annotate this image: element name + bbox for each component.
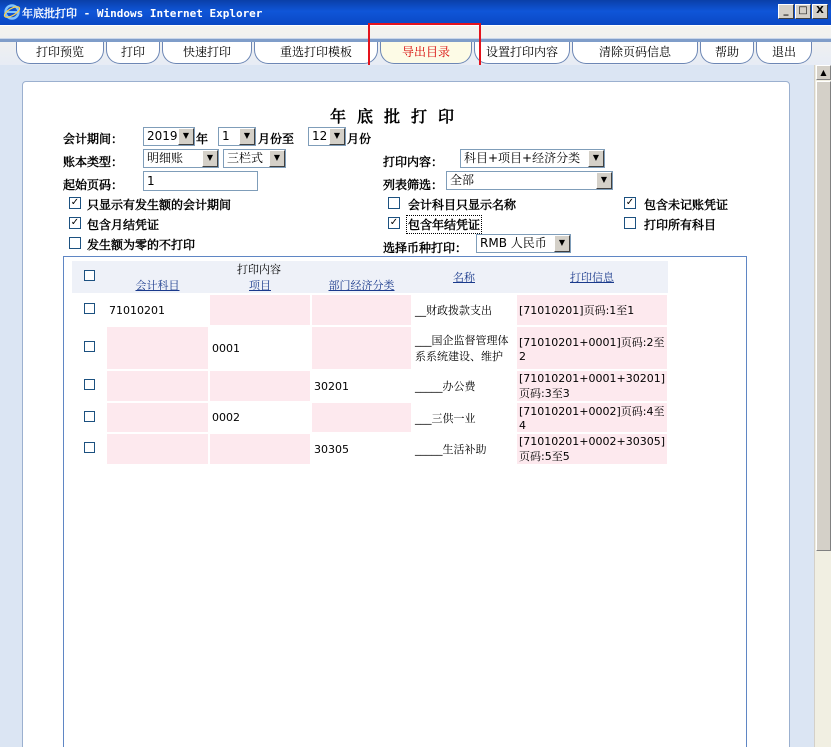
tab-reselect-template[interactable]: 重选打印模板: [254, 42, 378, 64]
period-label: 会计期间：: [63, 132, 124, 146]
option-subject-name-only: 会计科目只显示名称: [408, 198, 517, 212]
cell-project: [209, 294, 311, 326]
row-checkbox-cell: [72, 402, 106, 433]
checkbox-skip-zero[interactable]: [69, 237, 81, 249]
currency-label: 选择币种打印：: [383, 241, 468, 255]
cell-subject: [106, 433, 209, 465]
table-row[interactable]: [72, 370, 668, 402]
start-page-label: 起始页码：: [63, 178, 124, 192]
cell-project: 0002: [209, 402, 311, 433]
checkbox-monthly-vouchers[interactable]: ✓: [70, 217, 80, 228]
row-checkbox[interactable]: [84, 379, 95, 390]
row-checkbox[interactable]: [84, 341, 95, 352]
year-select[interactable]: [143, 127, 195, 146]
window-title: 年底批打印 - Windows Internet Explorer: [22, 7, 263, 20]
year-unit: 年: [196, 132, 209, 146]
currency-select[interactable]: [476, 234, 571, 253]
maximize-button[interactable]: □: [795, 4, 811, 19]
cell-name: ___国企监督管理体系系统建设、维护: [412, 326, 516, 370]
table-row[interactable]: [72, 326, 668, 370]
window-title-bar[interactable]: [0, 0, 831, 25]
group-header: 打印内容: [106, 261, 412, 277]
tab-exit[interactable]: 退出: [756, 42, 812, 64]
checkbox-only-active-periods[interactable]: ✓: [70, 197, 80, 208]
cell-project: [209, 433, 311, 465]
cell-name: _____生活补助: [412, 433, 516, 465]
cell-subject: [106, 326, 209, 370]
row-checkbox[interactable]: [84, 442, 95, 453]
year-value: 2019: [147, 129, 178, 143]
print-list-grid: [63, 256, 747, 747]
close-button[interactable]: X: [812, 4, 828, 19]
month-from-select[interactable]: [218, 127, 256, 146]
cell-name: _____办公费: [412, 370, 516, 402]
start-page-input[interactable]: 1: [143, 171, 258, 191]
col-header-name[interactable]: 名称: [412, 261, 516, 294]
select-all-cell: [72, 261, 106, 294]
print-content-label: 打印内容：: [383, 155, 444, 169]
chevron-down-icon: ▼: [239, 128, 255, 145]
option-monthly-vouchers: 包含月结凭证: [87, 218, 160, 232]
option-all-subjects: 打印所有科目: [644, 218, 717, 232]
tab-print-settings[interactable]: 设置打印内容: [474, 42, 570, 64]
currency-value: RMB 人民币: [480, 236, 547, 250]
checkbox-unposted-vouchers[interactable]: ✓: [625, 197, 635, 208]
month-to-label: 月份至: [258, 132, 295, 146]
cell-econ-class: [311, 402, 412, 433]
cell-name: ___三供一业: [412, 402, 516, 433]
cell-name: __财政拨款支出: [412, 294, 516, 326]
select-all-checkbox[interactable]: [84, 270, 95, 281]
col-header-subject[interactable]: 会计科目: [106, 277, 209, 294]
option-unposted-vouchers: 包含未记账凭证: [644, 198, 729, 212]
option-yearly-vouchers: 包含年结凭证: [406, 215, 482, 234]
print-content-select[interactable]: [460, 149, 605, 168]
chevron-down-icon: ▼: [329, 128, 345, 145]
filter-select[interactable]: [446, 171, 613, 190]
row-checkbox-cell: [72, 370, 106, 402]
cell-subject: [106, 370, 209, 402]
window-controls: [778, 4, 828, 19]
chevron-down-icon: ▼: [554, 235, 570, 252]
filter-value: 全部: [450, 173, 475, 187]
cell-print-info: [71010201]页码:1至1: [516, 294, 668, 326]
cell-subject: 71010201: [106, 294, 209, 326]
book-type-select[interactable]: [143, 149, 219, 168]
scroll-up-icon[interactable]: ▲: [816, 65, 831, 80]
filter-label: 列表筛选：: [383, 178, 444, 192]
page-title: 年底批打印: [330, 107, 466, 126]
row-checkbox[interactable]: [84, 411, 95, 422]
tab-help[interactable]: 帮助: [700, 42, 754, 64]
cell-project: [209, 370, 311, 402]
page-canvas: [0, 65, 831, 747]
book-type-label: 账本类型：: [63, 155, 124, 169]
table-row[interactable]: [72, 402, 668, 433]
tab-print[interactable]: 打印: [106, 42, 160, 64]
chevron-down-icon: ▼: [596, 172, 612, 189]
month-unit: 月份: [347, 132, 372, 146]
checkbox-all-subjects[interactable]: [624, 217, 636, 229]
cell-econ-class: 30201: [311, 370, 412, 402]
option-skip-zero: 发生额为零的不打印: [87, 238, 196, 252]
cell-print-info: [71010201+0001+30201]页码:3至3: [516, 370, 668, 402]
scrollbar-thumb[interactable]: [816, 81, 831, 551]
chevron-down-icon: ▼: [588, 150, 604, 167]
column-style-value: 三栏式: [227, 151, 264, 165]
checkbox-yearly-vouchers[interactable]: ✓: [389, 217, 399, 228]
table-row[interactable]: [72, 294, 668, 326]
cell-print-info: [71010201+0002]页码:4至4: [516, 402, 668, 433]
print-content-value: 科目+项目+经济分类: [464, 151, 581, 165]
cell-econ-class: [311, 294, 412, 326]
option-only-active-periods: 只显示有发生额的会计期间: [87, 198, 232, 212]
cell-econ-class: [311, 326, 412, 370]
row-checkbox-cell: [72, 433, 106, 465]
chevron-down-icon: ▼: [269, 150, 285, 167]
checkbox-subject-name-only[interactable]: [388, 197, 400, 209]
print-list-table: [71, 261, 669, 466]
book-type-value: 明细账: [147, 151, 184, 165]
tab-print-preview[interactable]: 打印预览: [16, 42, 104, 64]
col-header-project[interactable]: 项目: [209, 277, 311, 294]
row-checkbox-cell: [72, 294, 106, 326]
internet-explorer-icon: [3, 3, 21, 21]
cell-subject: [106, 402, 209, 433]
vertical-scrollbar[interactable]: [814, 65, 831, 747]
row-checkbox-cell: [72, 326, 106, 370]
tab-clear-page-info[interactable]: 清除页码信息: [572, 42, 698, 64]
chevron-down-icon: ▼: [178, 128, 194, 145]
table-row[interactable]: [72, 433, 668, 465]
cell-econ-class: 30305: [311, 433, 412, 465]
cell-print-info: [71010201+0001]页码:2至2: [516, 326, 668, 370]
month-from-value: 1: [222, 129, 230, 143]
col-header-econ-class[interactable]: 部门经济分类: [311, 277, 412, 294]
cell-print-info: [71010201+0002+30305]页码:5至5: [516, 433, 668, 465]
column-style-select[interactable]: [223, 149, 286, 168]
tab-export-catalog[interactable]: 导出目录: [380, 42, 472, 64]
month-to-value: 12: [312, 129, 328, 143]
chevron-down-icon: ▼: [202, 150, 218, 167]
month-to-select[interactable]: [308, 127, 346, 146]
row-checkbox[interactable]: [84, 303, 95, 314]
cell-project: 0001: [209, 326, 311, 370]
tab-quick-print[interactable]: 快速打印: [162, 42, 252, 64]
minimize-button[interactable]: _: [778, 4, 794, 19]
col-header-print-info[interactable]: 打印信息: [516, 261, 668, 294]
